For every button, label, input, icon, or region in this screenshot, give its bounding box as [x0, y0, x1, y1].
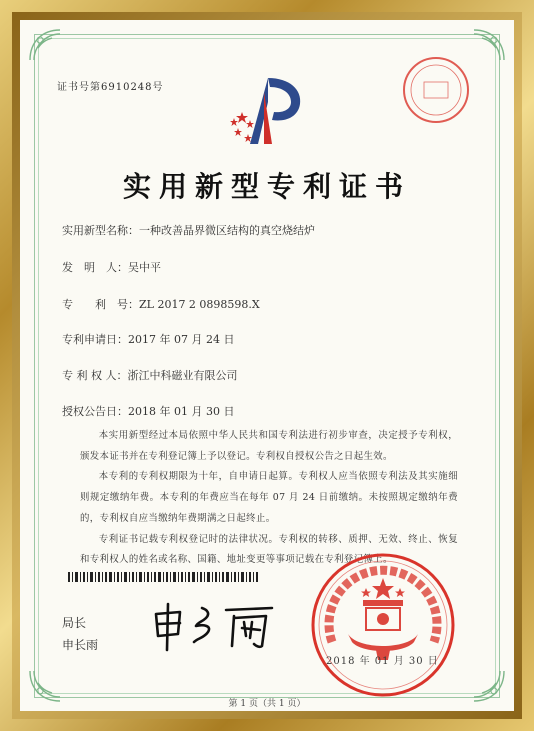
body-paragraph: 本实用新型经过本局依照中华人民共和国专利法进行初步审查，决定授予专利权，颁发本证书并在专利登记簿上予以登记。专利权自授权公告之日起生效。	[80, 430, 458, 462]
field-label: 专利申请日：	[62, 333, 128, 346]
corner-ornament-icon	[472, 28, 506, 62]
field-value: 2017 年 07 月 24 日	[128, 333, 235, 346]
certificate-number: 证书号第6910248号	[57, 82, 164, 93]
page-indicator: 第 1 页（共 1 页）	[228, 699, 306, 709]
field-inventor	[62, 259, 161, 275]
seal-date: 2018 年 01 月 30 日	[326, 656, 439, 667]
signatory-title: 局长	[62, 616, 87, 630]
field-value: 浙江中科磁业有限公司	[127, 369, 238, 382]
signatory-name: 申长雨	[62, 638, 99, 652]
small-red-stamp-icon	[400, 54, 472, 126]
corner-ornament-icon	[28, 28, 62, 62]
field-grant-date	[62, 403, 234, 419]
field-value: 2018 年 01 月 30 日	[128, 405, 235, 418]
handwritten-signature-icon	[150, 600, 280, 652]
field-label: 专 利 号：	[62, 298, 139, 311]
field-label: 发 明 人：	[62, 261, 128, 274]
patent-office-logo-icon	[228, 72, 308, 150]
field-application-date	[62, 331, 234, 347]
official-red-seal-icon	[308, 550, 458, 700]
field-value: 一种改善晶界微区结构的真空烧结炉	[139, 224, 315, 237]
field-patent-number	[62, 296, 260, 312]
field-label: 实用新型名称：	[62, 224, 139, 237]
body-paragraph: 专利证书记载专利权登记时的法律状况。专利权的转移、质押、无效、终止、恢复和专利权人的姓名或名称、国籍、地址变更等事项记载在专利登记簿上。	[80, 533, 458, 566]
field-patentee	[62, 367, 238, 383]
barcode-icon	[68, 572, 258, 582]
field-utility-model-name	[62, 222, 315, 238]
certificate-title: 实用新型专利证书	[122, 170, 411, 203]
field-value: 吴中平	[128, 261, 161, 274]
certificate-paper	[20, 20, 514, 711]
field-value: ZL 2017 2 0898598.X	[139, 298, 260, 311]
field-label: 授权公告日：	[62, 405, 128, 418]
body-paragraph: 本专利的专利权期限为十年，自申请日起算。专利权人应当依照专利法及其实施细则规定缴纳年费。本专利的年费应当在每年 07 月 24 日前缴纳。未按照规定缴纳年费的，专利权自应当缴纳年费期满之日起终止。	[80, 471, 458, 524]
field-label: 专 利 权 人：	[62, 369, 128, 382]
